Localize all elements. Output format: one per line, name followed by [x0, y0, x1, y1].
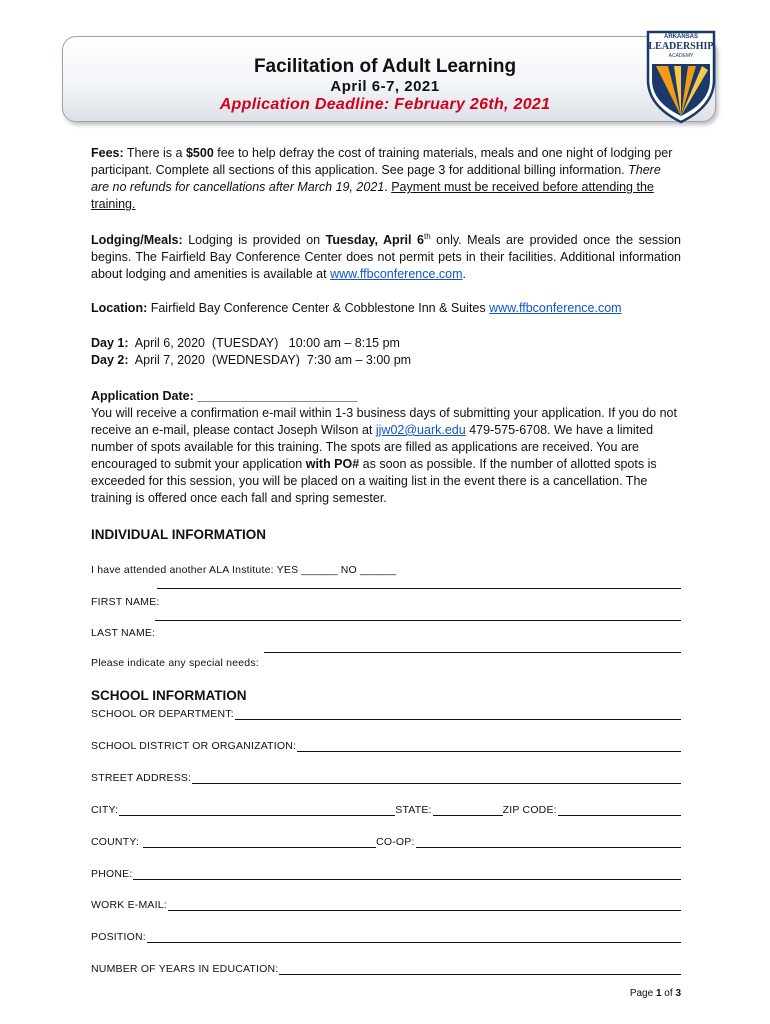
district-label: SCHOOL DISTRICT OR ORGANIZATION: — [91, 740, 297, 752]
last-name-label: LAST NAME: — [91, 627, 156, 639]
attended-question: I have attended another ALA Institute: YES ______ NO ______ — [91, 564, 397, 576]
logo-text-top: ARKANSAS — [663, 34, 698, 40]
years-field[interactable] — [279, 964, 681, 975]
position-row — [91, 929, 681, 943]
street-field[interactable] — [192, 773, 681, 784]
phone-label: PHONE: — [91, 868, 133, 880]
county-label: COUNTY: — [91, 836, 140, 848]
lodging-paragraph: Lodging/Meals: Lodging is provided on Tuesday, April 6th only. Meals are provided once the session begins. The Fairfield Bay Conference Center does not permit pets in their facilities. Additional information about lodging and amenities is available at www.ffbconference.com. — [91, 231, 681, 281]
ala-logo — [644, 30, 718, 124]
location-link[interactable]: www.ffbconference.com — [489, 301, 622, 315]
coop-field[interactable] — [416, 837, 681, 848]
day-1: Day 1: April 6, 2020 (TUESDAY) 10:00 am – 8:15 pm — [91, 336, 400, 350]
page-title: Facilitation of Adult Learning — [253, 56, 517, 77]
email-field[interactable] — [168, 900, 681, 911]
city-field[interactable] — [119, 805, 395, 816]
school-heading: SCHOOL INFORMATION — [91, 688, 247, 703]
first-name-label: FIRST NAME: — [91, 596, 160, 608]
phone-row — [91, 866, 681, 880]
last-name-field[interactable] — [264, 652, 681, 653]
application-paragraph: You will receive a confirmation e-mail within 1-3 business days of submitting your application. If you do not receive an e-mail, please contact Joseph Wilson at jjw02@uark.edu 479-575-6708. We have a limited number of spots available for this training. The spots are filled as applications are received. You are encouraged to submit your application with PO# as soon as possible. If the number of allotted spots is exceeded for this session, you will be placed on a waiting list in the event there is a cancellation. The training is offered once each fall and spring semester. — [91, 406, 677, 505]
state-field[interactable] — [433, 805, 503, 816]
street-row — [91, 770, 681, 784]
district-field[interactable] — [297, 741, 681, 752]
event-dates: April 6-7, 2021 — [330, 78, 440, 95]
state-label: STATE: — [395, 804, 432, 816]
logo-text-main: LEADERSHIP — [648, 41, 714, 52]
street-label: STREET ADDRESS: — [91, 772, 192, 784]
dept-row — [91, 706, 681, 720]
years-row — [91, 961, 681, 975]
day-2: Day 2: April 7, 2020 (WEDNESDAY) 7:30 am – 3:00 pm — [91, 353, 412, 367]
lodging-link[interactable]: www.ffbconference.com — [330, 267, 463, 281]
email-row — [91, 897, 681, 911]
zip-field[interactable] — [558, 805, 681, 816]
city-label: CITY: — [91, 804, 119, 816]
position-label: POSITION: — [91, 931, 146, 943]
county-field[interactable] — [143, 837, 376, 848]
first-name-field[interactable] — [155, 620, 681, 621]
email-label: WORK E-MAIL: — [91, 899, 167, 911]
application-date: Application Date: _______________________ — [91, 389, 358, 403]
logo-text-bottom: ACADEMY — [668, 53, 694, 59]
dept-label: SCHOOL OR DEPARTMENT: — [91, 708, 234, 720]
city-row — [91, 802, 681, 816]
county-row — [91, 834, 681, 848]
district-row — [91, 738, 681, 752]
attended-line — [157, 588, 681, 589]
payment-note: Payment must be received before attending the training. — [91, 180, 654, 211]
fees-paragraph: Fees: There is a $500 fee to help defray the cost of training materials, meals and one night of lodging per participant. Complete all sections of this application. See page 3 for additional billing information. There are no refunds for cancellations after March 19, 2021. Payment must be received before attending the training. — [91, 146, 673, 211]
contact-email-link[interactable]: jjw02@uark.edu — [375, 423, 466, 437]
dept-field[interactable] — [235, 709, 681, 720]
individual-heading: INDIVIDUAL INFORMATION — [91, 527, 266, 542]
application-deadline: Application Deadline: February 26th, 2021 — [219, 96, 551, 113]
page-number: Page 1 of 3 — [629, 988, 681, 999]
years-label: NUMBER OF YEARS IN EDUCATION: — [91, 963, 279, 975]
location-line: Location: Fairfield Bay Conference Center & Cobblestone Inn & Suites www.ffbconference.com — [91, 301, 622, 315]
coop-label: CO-OP: — [376, 836, 415, 848]
zip-label: ZIP CODE: — [502, 804, 557, 816]
special-needs-label: Please indicate any special needs: — [91, 657, 259, 669]
phone-field[interactable] — [133, 869, 681, 880]
position-field[interactable] — [147, 932, 681, 943]
